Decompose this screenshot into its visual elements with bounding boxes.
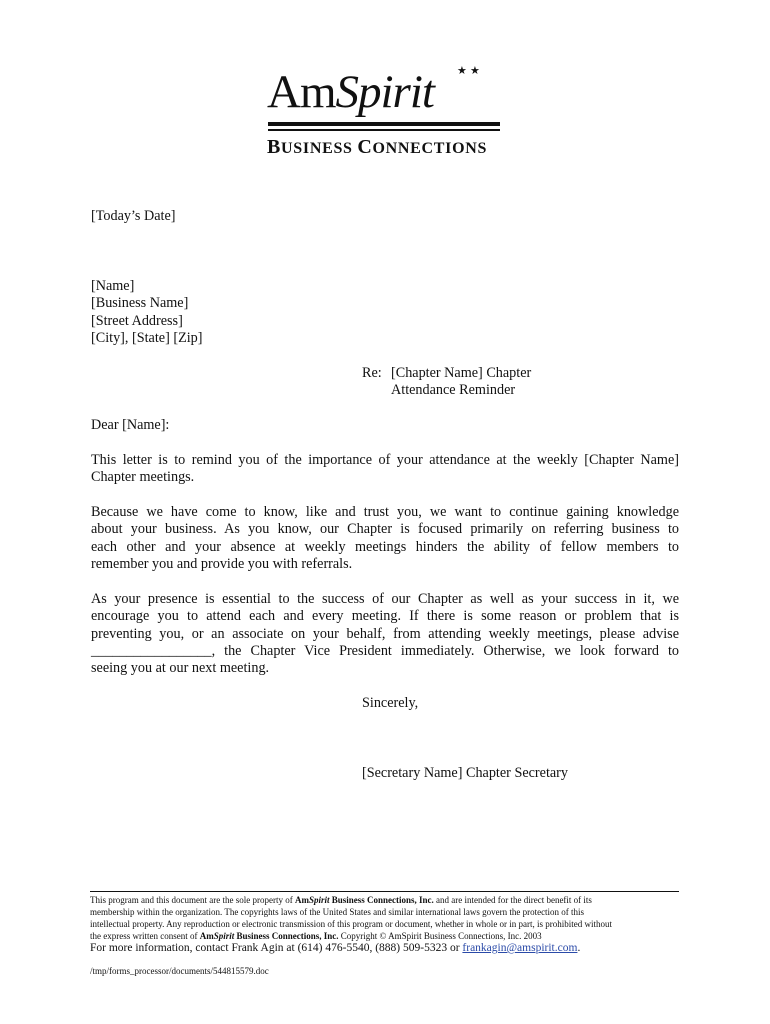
address-city: [City], [State] [Zip] (91, 329, 203, 346)
re-subject: [Chapter Name] Chapter Attendance Reminder (391, 365, 532, 399)
amspirit-logo (266, 64, 506, 156)
paragraph-3: As your presence is essential to the success of our Chapter as well as your success in it, we encourage you to attend each and every meeting. If there is some reason or problem that is preventing you, or an associate on your behalf, from attending weekly meetings, please advise _________________, the Chapter Vice President immediately. Otherwise, we look forward to seeing you at our next meeting. (91, 591, 679, 677)
closing: Sincerely, (362, 695, 419, 711)
address-business: [Business Name] (91, 295, 189, 312)
email-link[interactable]: frankagin@amspirit.com (462, 942, 578, 954)
contact-line: For more information, contact Frank Agin at (614) 476-5540, (888) 509-5323 or frankagin@amspirit.com. (90, 942, 581, 954)
logo-rule (268, 129, 500, 131)
logo-subtitle: BUSINESS CONNECTIONS (267, 136, 488, 158)
logo-wordmark: AmSpirit (267, 66, 434, 118)
re-label: Re: (362, 365, 382, 381)
address-name: [Name] (91, 278, 135, 294)
footer-line-4: the express written consent of AmSpirit Business Connections, Inc. Copyright © AmSpirit Business Connections, Inc. 2003 (90, 931, 542, 941)
signature-line: [Secretary Name] Chapter Secretary (362, 765, 569, 781)
document-path: /tmp/forms_processor/documents/544815579.doc (90, 966, 269, 976)
paragraph-1: This letter is to remind you of the importance of your attendance at the weekly [Chapter Name] Chapter meetings. (91, 452, 679, 486)
date-line: [Today’s Date] (91, 208, 176, 224)
salutation: Dear [Name]: (91, 417, 170, 433)
paragraph-2: Because we have come to know, like and trust you, we want to continue gaining knowledge about your business. As you know, our Chapter is focused primarily on referring business to each other and your absence at weekly meetings hinders the ability of fellow members to remember you and provide you with referrals. (91, 504, 679, 572)
footer-line-2: membership within the organization. The copyrights laws of the United States and similar international laws govern the protection of this (90, 907, 585, 917)
address-block (91, 278, 203, 347)
address-street: [Street Address] (91, 312, 183, 329)
footer-line-1: This program and this document are the sole property of AmSpirit Business Connections, Inc. and are intended for the direct benefit of its (90, 895, 592, 905)
footer-divider (90, 891, 679, 892)
star-icon: ★ (470, 65, 480, 77)
footer-line-3: intellectual property. Any reproduction or electronic transmission of this program or document, whether in whole or in part, is prohibited without (90, 919, 613, 929)
star-icon: ★ (457, 65, 467, 77)
logo-rule (268, 122, 500, 126)
